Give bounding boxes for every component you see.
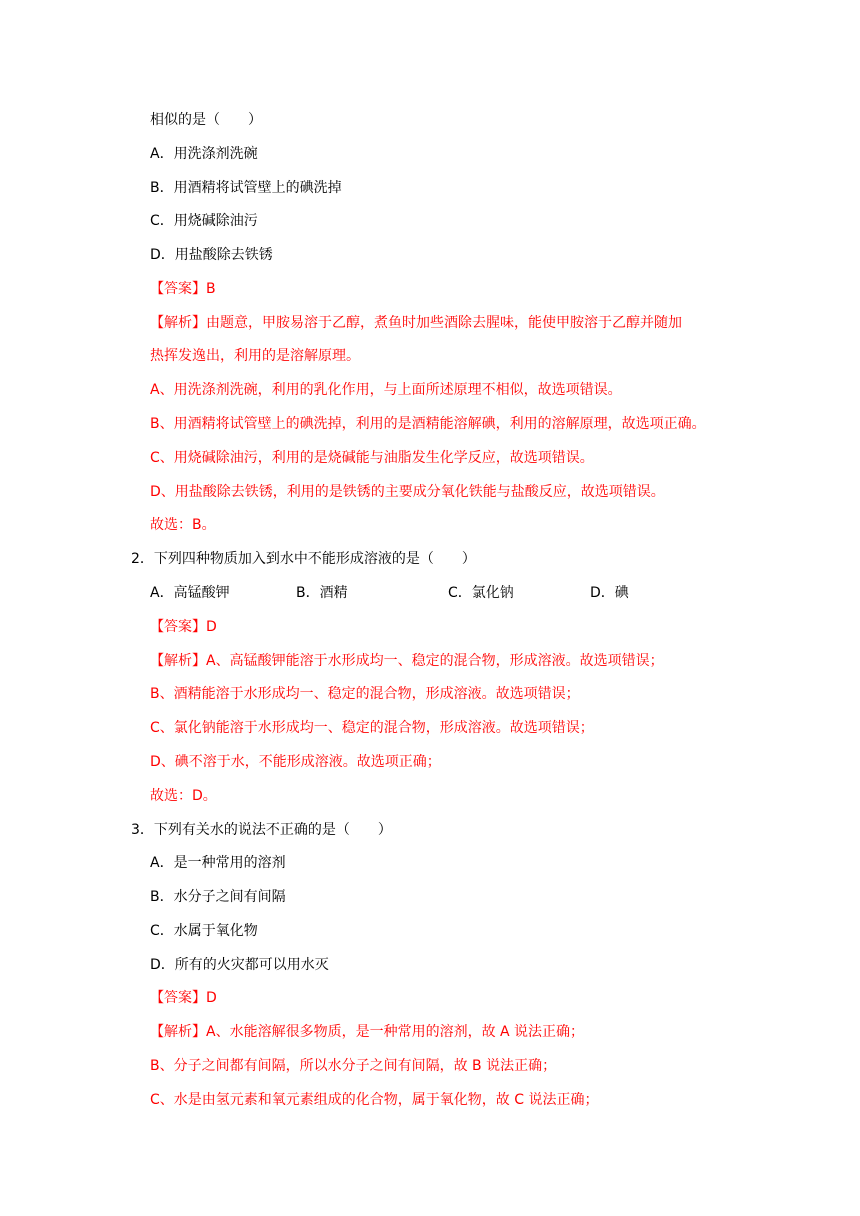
q3-option-c: C．水属于氧化物 bbox=[150, 923, 258, 939]
q3-option-a: A．是一种常用的溶剂 bbox=[150, 855, 286, 871]
q3-analysis-line: B、分子之间都有间隔，所以水分子之间有间隔，故 B 说法正确； bbox=[150, 1058, 557, 1074]
q2-conclusion: 故选：D。 bbox=[150, 788, 217, 804]
q1-analysis-line: B、用酒精将试管壁上的碘洗掉，利用的是酒精能溶解碘，利用的溶解原理，故选项正确。 bbox=[150, 416, 706, 432]
q3-analysis-line: 【解析】A、水能溶解很多物质，是一种常用的溶剂，故 A 说法正确； bbox=[150, 1024, 585, 1040]
q2-stem: 2．下列四种物质加入到水中不能形成溶液的是（ ） bbox=[131, 551, 476, 567]
q1-answer: 【答案】B bbox=[150, 281, 216, 297]
q1-analysis-line: A、用洗涤剂洗碗，利用的乳化作用，与上面所述原理不相似，故选项错误。 bbox=[150, 382, 622, 398]
q2-analysis-line: 【解析】A、高锰酸钾能溶于水形成均一、稳定的混合物，形成溶液。故选项错误； bbox=[150, 653, 664, 669]
q2-option-c: C．氯化钠 bbox=[448, 585, 514, 601]
q3-answer: 【答案】D bbox=[150, 990, 217, 1006]
q1-option-c: C．用烧碱除油污 bbox=[150, 213, 258, 229]
q3-option-b: B．水分子之间有间隔 bbox=[150, 889, 286, 905]
q1-analysis-line: D、用盐酸除去铁锈，利用的是铁锈的主要成分氧化铁能与盐酸反应，故选项错误。 bbox=[150, 484, 665, 500]
q1-conclusion: 故选：B。 bbox=[150, 517, 216, 533]
q1-option-d: D．用盐酸除去铁锈 bbox=[150, 247, 273, 263]
q1-analysis-line: 【解析】由题意，甲胺易溶于乙醇，煮鱼时加些酒除去腥味，能使甲胺溶于乙醇并随加 bbox=[150, 315, 682, 331]
q1-analysis-line: C、用烧碱除油污，利用的是烧碱能与油脂发生化学反应，故选项错误。 bbox=[150, 450, 594, 466]
q3-analysis-line: C、水是由氢元素和氧元素组成的化合物，属于氧化物，故 C 说法正确； bbox=[150, 1092, 599, 1108]
q2-option-d: D．碘 bbox=[590, 585, 629, 601]
q1-analysis-line: 热挥发逸出，利用的是溶解原理。 bbox=[150, 348, 360, 364]
q3-option-d: D．所有的火灾都可以用水灭 bbox=[150, 957, 329, 973]
q2-analysis-line: C、氯化钠能溶于水形成均一、稳定的混合物，形成溶液。故选项错误； bbox=[150, 720, 594, 736]
q1-stem-tail: 相似的是（ ） bbox=[150, 112, 262, 128]
q2-option-a: A．高锰酸钾 bbox=[150, 585, 230, 601]
q2-analysis-line: B、酒精能溶于水形成均一、稳定的混合物，形成溶液。故选项错误； bbox=[150, 686, 580, 702]
q1-option-a: A．用洗涤剂洗碗 bbox=[150, 146, 258, 162]
q2-options-row bbox=[150, 583, 629, 603]
q2-answer: 【答案】D bbox=[150, 619, 217, 635]
q1-option-b: B．用酒精将试管壁上的碘洗掉 bbox=[150, 180, 342, 196]
q2-analysis-line: D、碘不溶于水，不能形成溶液。故选项正确； bbox=[150, 754, 441, 770]
q3-stem: 3．下列有关水的说法不正确的是（ ） bbox=[131, 822, 392, 838]
q2-option-b: B．酒精 bbox=[296, 585, 348, 601]
